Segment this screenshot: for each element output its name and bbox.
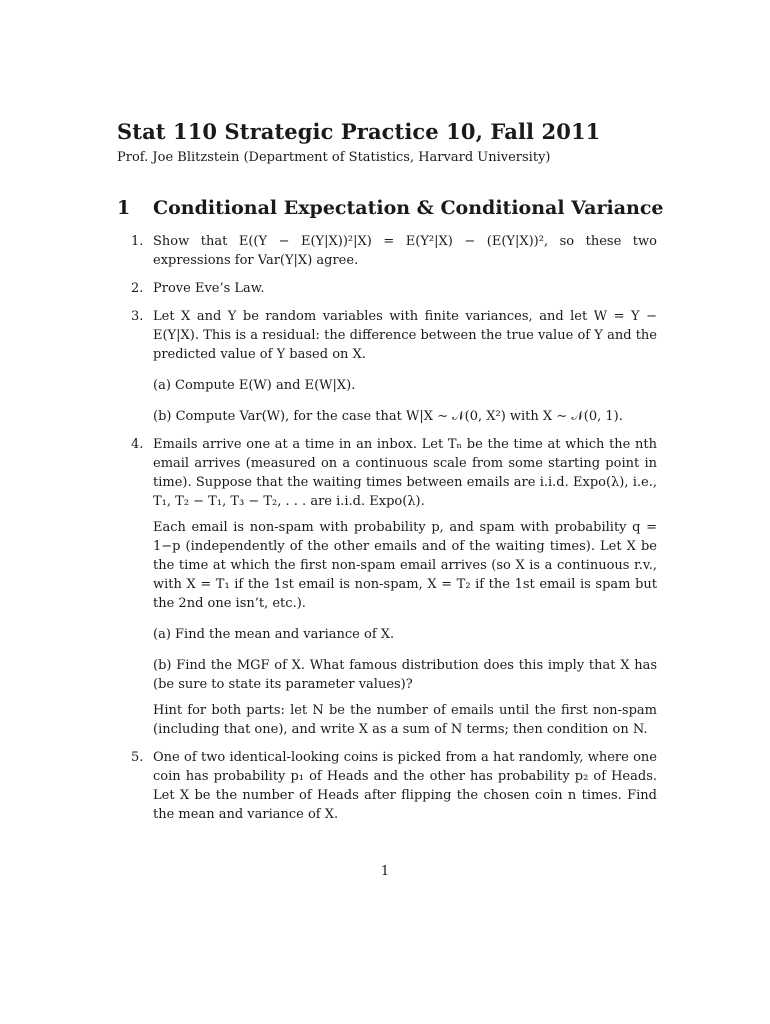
problem-list: [117, 232, 657, 833]
problem-part-b: (b) Find the MGF of X. What famous distribution does this imply that X has (be sure to state its parameter values)?: [153, 658, 657, 692]
problem-text: One of two identical-looking coins is picked from a hat randomly, where one coin has probability p₁ of Heads and the other has probability p₂ of Heads. Let X be the number of Heads after flipping the chosen coin n times. Find the mean and variance of X.: [153, 750, 657, 822]
problem-2: [117, 279, 657, 298]
section-number: 1: [117, 197, 131, 219]
page-number: 1: [380, 864, 390, 879]
problem-number: 3.: [131, 309, 144, 324]
section-heading: [117, 197, 677, 219]
problem-text: Prove Eve’s Law.: [153, 281, 265, 296]
problem-3: [117, 307, 657, 426]
problem-number: 4.: [131, 437, 144, 452]
problem-1: [117, 232, 657, 270]
problem-text: Let X and Y be random variables with finite variances, and let W = Y − E(Y|X). This is a residual: the difference between the true value of Y and the predicted value of Y based on X.: [153, 309, 657, 362]
problem-4: [117, 435, 657, 739]
problem-number: 1.: [131, 234, 144, 249]
problem-number: 2.: [131, 281, 144, 296]
problem-part-b: (b) Compute Var(W), for the case that W|X ∼ 𝒩(0, X²) with X ∼ 𝒩(0, 1).: [153, 409, 623, 424]
problem-part-a: (a) Find the mean and variance of X.: [153, 627, 395, 642]
problem-hint: Hint for both parts: let N be the number of emails until the first non-spam (including that one), and write X as a sum of N terms; then condition on N.: [153, 703, 657, 737]
section-title: Conditional Expectation & Conditional Variance: [153, 197, 664, 219]
author-line: Prof. Joe Blitzstein (Department of Statistics, Harvard University): [117, 150, 551, 165]
problem-text: Show that E((Y − E(Y|X))²|X) = E(Y²|X) − (E(Y|X))², so these two expressions for Var(Y|X) agree.: [153, 234, 657, 268]
problem-text: Emails arrive one at a time in an inbox. Let Tₙ be the time at which the nth email arrives (measured on a continuous scale from some starting point in time). Suppose that the waiting times between emails are i.i.d. Expo(λ), i.e., T₁, T₂ − T₁, T₃ − T₂, . . . are i.i.d. Expo(λ).: [153, 437, 657, 509]
problem-number: 5.: [131, 750, 144, 765]
problem-paragraph: Each email is non-spam with probability p, and spam with probability q = 1−p (independently of the other emails and of the waiting times). Let X be the time at which the first non-spam email arrives (so X is a continuous r.v., with X = T₁ if the 1st email is non-spam, X = T₂ if the 1st email is spam but the 2nd one isn’t, etc.).: [153, 520, 657, 611]
problem-part-a: (a) Compute E(W) and E(W|X).: [153, 378, 356, 393]
problem-5: [117, 748, 657, 824]
document-title: Stat 110 Strategic Practice 10, Fall 2011: [117, 119, 601, 144]
